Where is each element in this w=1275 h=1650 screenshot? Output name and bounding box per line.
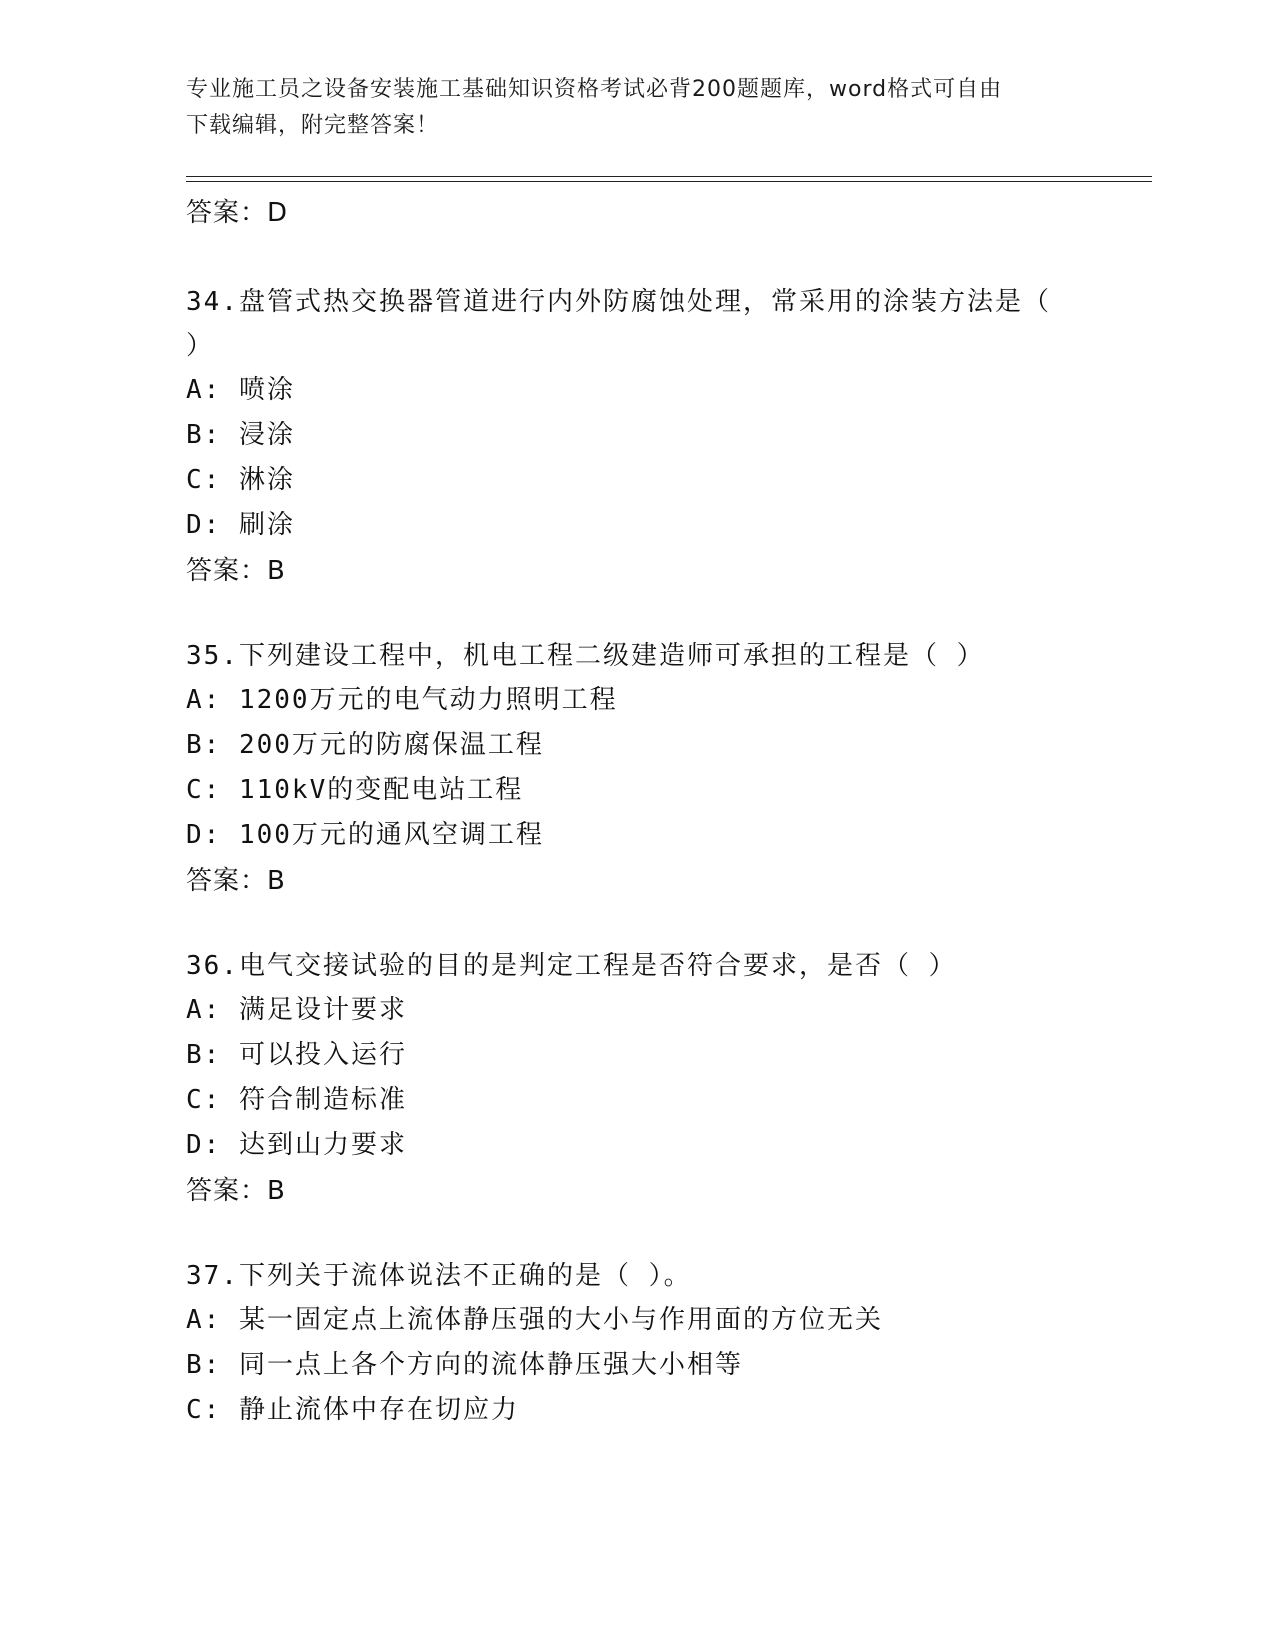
answer-line: 答案：B <box>186 866 286 896</box>
question-list <box>186 190 1086 1433</box>
document-header <box>186 72 1066 144</box>
header-line-2: 下载编辑，附完整答案！ <box>186 113 440 138</box>
question-35 <box>186 634 1086 904</box>
question-36 <box>186 944 1086 1214</box>
option-c: C: 110kV的变配电站工程 <box>186 775 524 805</box>
option-b: B: 浸涂 <box>186 420 295 450</box>
answer-line: 答案：B <box>186 1176 286 1206</box>
option-c: C: 符合制造标准 <box>186 1085 407 1115</box>
question-34 <box>186 280 1086 594</box>
answer-line: 答案：D <box>186 198 289 228</box>
question-stem: 35.下列建设工程中，机电工程二级建造师可承担的工程是（ ） <box>186 641 985 671</box>
option-c: C: 静止流体中存在切应力 <box>186 1395 519 1425</box>
option-a: A: 喷涂 <box>186 375 295 405</box>
header-divider-bottom <box>186 181 1152 182</box>
option-a: A: 1200万元的电气动力照明工程 <box>186 685 618 715</box>
option-c: C: 淋涂 <box>186 465 295 495</box>
option-a: A: 某一固定点上流体静压强的大小与作用面的方位无关 <box>186 1305 883 1335</box>
option-d: D: 刷涂 <box>186 510 295 540</box>
option-b: B: 同一点上各个方向的流体静压强大小相等 <box>186 1350 743 1380</box>
option-b: B: 可以投入运行 <box>186 1040 407 1070</box>
question-stem: 36.电气交接试验的目的是判定工程是否符合要求，是否（ ） <box>186 951 957 981</box>
header-divider-top <box>186 176 1152 177</box>
option-d: D: 达到山力要求 <box>186 1130 407 1160</box>
question-stem: 37.下列关于流体说法不正确的是（ ）。 <box>186 1261 692 1291</box>
question-37 <box>186 1254 1086 1433</box>
option-d: D: 100万元的通风空调工程 <box>186 820 544 850</box>
option-a: A: 满足设计要求 <box>186 995 407 1025</box>
answer-line: 答案：B <box>186 556 286 586</box>
option-b: B: 200万元的防腐保温工程 <box>186 730 544 760</box>
question-stem: 34.盘管式热交换器管道进行内外防腐蚀处理，常采用的涂装方法是（ ） <box>186 287 1051 361</box>
header-line-1: 专业施工员之设备安装施工基础知识资格考试必背200题题库，word格式可自由 <box>186 77 1003 102</box>
